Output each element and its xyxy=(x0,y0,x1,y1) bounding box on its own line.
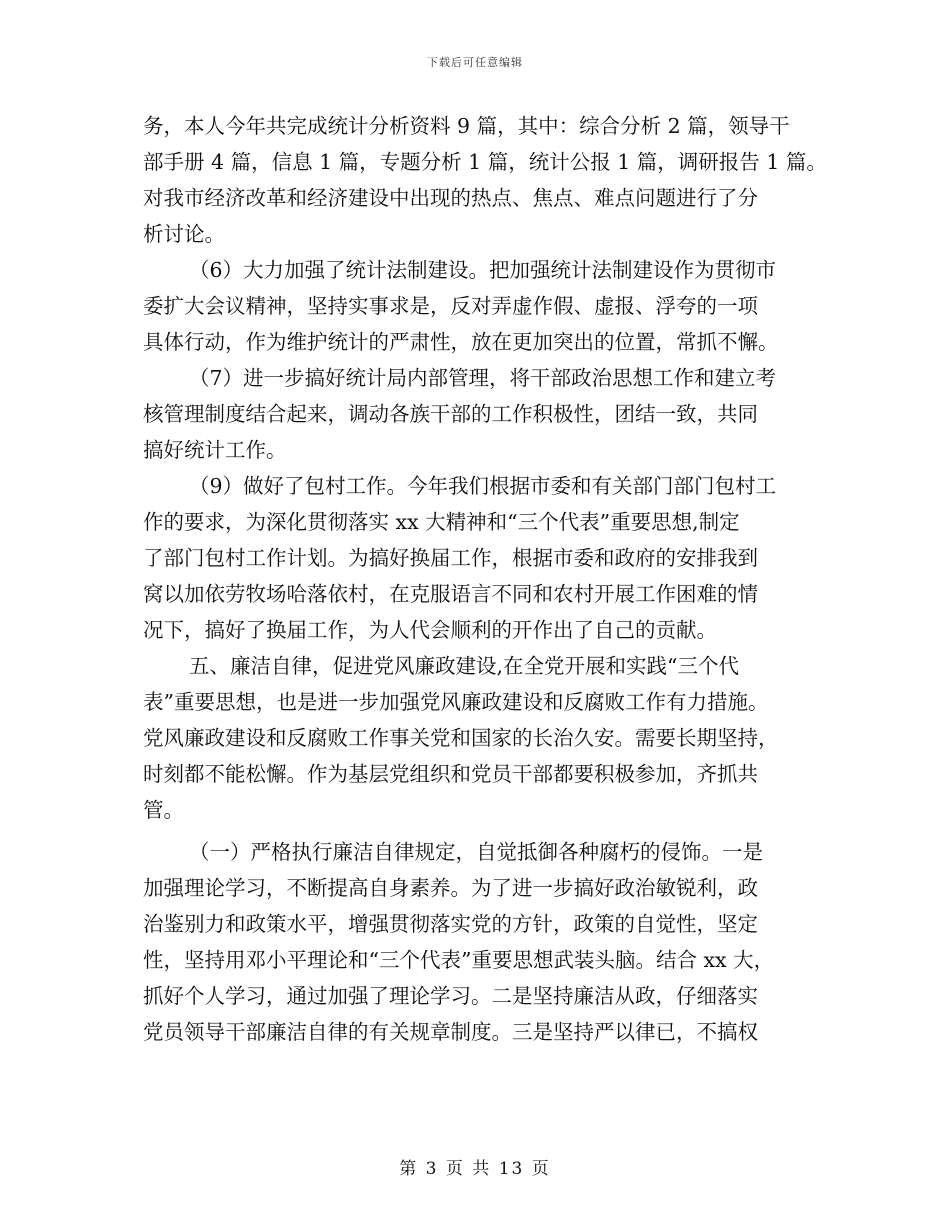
text-line: 了部门包村工作计划。为搞好换届工作，根据市委和政府的安排我到 xyxy=(143,546,758,570)
text-line: 窝以加依劳牧场哈落依村，在克服语言不同和农村开展工作困难的情 xyxy=(143,582,758,606)
text-line: 具体行动，作为维护统计的严肃性，放在更加突出的位置，常抓不懈。 xyxy=(143,330,779,354)
text-line: 务，本人今年共完成统计分析资料 9 篇，其中：综合分析 2 篇，领导干 xyxy=(143,114,790,138)
text-line: 抓好个人学习，通过加强了理论学习。二是坚持廉洁从政，仔细落实 xyxy=(143,984,758,1008)
text-line: 党员领导干部廉洁自律的有关规章制度。三是坚持严以律已，不搞权 xyxy=(143,1020,758,1044)
text-line: 部手册 4 篇，信息 1 篇，专题分析 1 篇，统计公报 1 篇，调研报告 1 篇。 xyxy=(143,150,827,174)
text-line: 管。 xyxy=(143,798,184,822)
text-line: 表”重要思想，也是进一步加强党风廉政建设和反腐败工作有力措施。 xyxy=(143,690,769,714)
paragraph-2 xyxy=(143,252,823,360)
paragraph-5 xyxy=(143,648,823,828)
text-line: （9）做好了包村工作。今年我们根据市委和有关部门部门包村工 xyxy=(189,474,777,498)
text-line: （6）大力加强了统计法制建设。把加强统计法制建设作为贯彻市 xyxy=(189,258,777,282)
text-line: 五、廉洁自律，促进党风廉政建设,在全党开展和实践“三个代 xyxy=(189,654,739,678)
document-body xyxy=(143,108,827,1050)
text-line: 委扩大会议精神，坚持实事求是，反对弄虚作假、虚报、浮夸的一项 xyxy=(143,294,758,318)
text-line: 加强理论学习，不断提高自身素养。为了进一步搞好政治敏锐利，政 xyxy=(143,876,758,900)
paragraph-6 xyxy=(143,834,823,1050)
text-line: 党风廉政建设和反腐败工作事关党和国家的长治久安。需要长期坚持， xyxy=(143,726,779,750)
text-line: 治鉴别力和政策水平，增强贯彻落实党的方针，政策的自觉性，坚定 xyxy=(143,912,758,936)
text-line: 况下，搞好了换届工作，为人代会顺利的开作出了自己的贡献。 xyxy=(143,618,717,642)
text-line: 搞好统计工作。 xyxy=(143,438,287,462)
text-line: 作的要求，为深化贯彻落实 xx 大精神和“三个代表”重要思想,制定 xyxy=(143,510,740,534)
text-line: （7）进一步搞好统计局内部管理，将干部政治思想工作和建立考 xyxy=(189,366,777,390)
paragraph-4 xyxy=(143,468,823,648)
text-line: 性，坚持用邓小平理论和“三个代表”重要思想武装头脑。结合 xx 大， xyxy=(143,948,775,972)
page-number-footer: 第 3 页 共 13 页 xyxy=(399,1159,551,1179)
header-note: 下载后可任意编辑 xyxy=(427,56,523,69)
text-line: （一）严格执行廉洁自律规定，自觉抵御各种腐朽的侵饰。一是 xyxy=(189,840,763,864)
text-line: 核管理制度结合起来，调动各族干部的工作积极性，团结一致，共同 xyxy=(143,402,758,426)
text-line: 析讨论。 xyxy=(143,222,225,246)
paragraph-1 xyxy=(143,108,827,252)
paragraph-3 xyxy=(143,360,823,468)
text-line: 时刻都不能松懈。作为基层党组织和党员干部都要积极参加，齐抓共 xyxy=(143,762,758,786)
text-line: 对我市经济改革和经济建设中出现的热点、焦点、难点问题进行了分 xyxy=(143,186,758,210)
